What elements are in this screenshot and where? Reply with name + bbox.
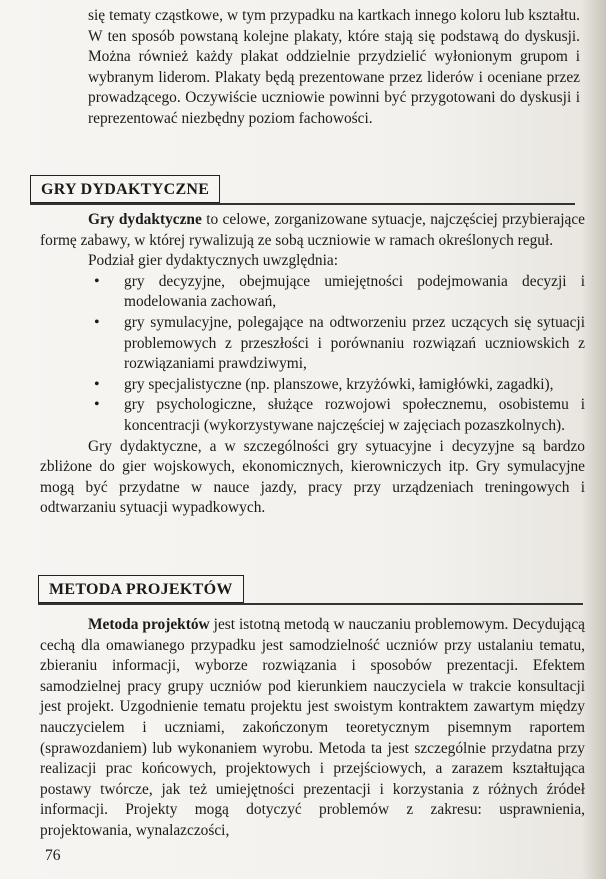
section-divider-line bbox=[38, 603, 583, 605]
projekty-paragraph bbox=[40, 615, 585, 842]
section-heading-metoda-projektow: METODA PROJEKTÓW bbox=[38, 575, 244, 603]
section-heading-gry-dydaktyczne: GRY DYDAKTYCZNE bbox=[30, 175, 220, 203]
gry-closing-paragraph: Gry dydaktyczne, a w szczególności gry sytuacyjne i decyzyjne są bardzo zbliżone do gier wojskowych, ekonomicznych, kierowniczych itp. Gry symulacyjne mogą być przydatne w nauce jazdy, pracy przy urządzeniach treningowych i odtwarzaniu sytuacji wypadkowych. bbox=[40, 437, 585, 517]
page-number: 76 bbox=[45, 847, 61, 864]
section-gry-body bbox=[40, 210, 585, 519]
list-item: • gry decyzyjne, obejmujące umiejętności podejmowania decyzji i modelowania zachowań, bbox=[124, 272, 585, 313]
gry-division-intro: Podział gier dydaktycznych uwzględnia: bbox=[88, 252, 339, 270]
gry-intro-term: Gry dydaktyczne bbox=[88, 211, 202, 228]
projekty-intro-text: jest istotną metodą w nauczaniu problemowym. Decydującą cechą dla omawianego przypadku jest samodzielność uczniów przy ustalaniu tematu, zbieraniu informacji, wyborze rozwiązania i sposobów prezentacji. Efektem samodzielnej pracy grupy uczniów pod kierunkiem nauczyciela w trakcie konsultacji jest projekt. Uzgodnienie tematu projektu jest swoistym kontraktem zawartym między nauczycielem i uczniami, zakończonym teoretycznym pisemnym raportem (sprawozdaniem) lub wykonaniem wyrobu. Metoda ta jest szczególnie przydatna przy realizacji prac końcowych, projektowych i przejściowych, a zarazem kształtująca postawy twórcze, jak też umiejętności prezentacji i korzystania z różnych źródeł informacji. Projekty mogą dotyczyć problemów z zakresu: usprawnienia, projektowania, wynalazczości, bbox=[40, 616, 586, 839]
gry-intro-paragraph bbox=[40, 210, 585, 251]
projekty-intro-term: Metoda projektów bbox=[88, 616, 210, 633]
gry-types-list bbox=[40, 272, 585, 437]
section-projekty-body bbox=[40, 615, 585, 842]
list-item: • gry psychologiczne, służące rozwojowi społecznemu, osobistemu i koncentracji (wykorzystywane najczęściej w zajęciach pozaszkolnych). bbox=[124, 395, 585, 436]
section-divider-line bbox=[30, 203, 575, 205]
gry-intro-text: to celowe, zorganizowane sytuacje, najczęściej przybierające formę zabawy, w której rywalizują ze sobą uczniowie w ramach określonych reguł. bbox=[40, 211, 585, 249]
list-item: • gry specjalistyczne (np. planszowe, krzyżówki, łamigłówki, zagadki), bbox=[124, 375, 585, 396]
top-paragraph-block bbox=[88, 6, 580, 130]
list-item: • gry symulacyjne, polegające na odtworzeniu przez uczących się sytuacji problemowych z przeszłości i porównaniu rozwiązań uczniowskich z rozwiązaniami prawdziwymi, bbox=[124, 313, 585, 375]
top-paragraph: się tematy cząstkowe, w tym przypadku na kartkach innego koloru lub kształtu. W ten sposób powstaną kolejne plakaty, które stają się podstawą do dyskusji. Można również każdy plakat oddzielnie przydzielić wyłonionym grupom i wybranym liderom. Plakaty będą prezentowane przez liderów i oceniane przez prowadzącego. Oczywiście uczniowie powinni być przygotowani do dyskusji i reprezentować niezbędny poziom fachowości. bbox=[88, 7, 580, 127]
